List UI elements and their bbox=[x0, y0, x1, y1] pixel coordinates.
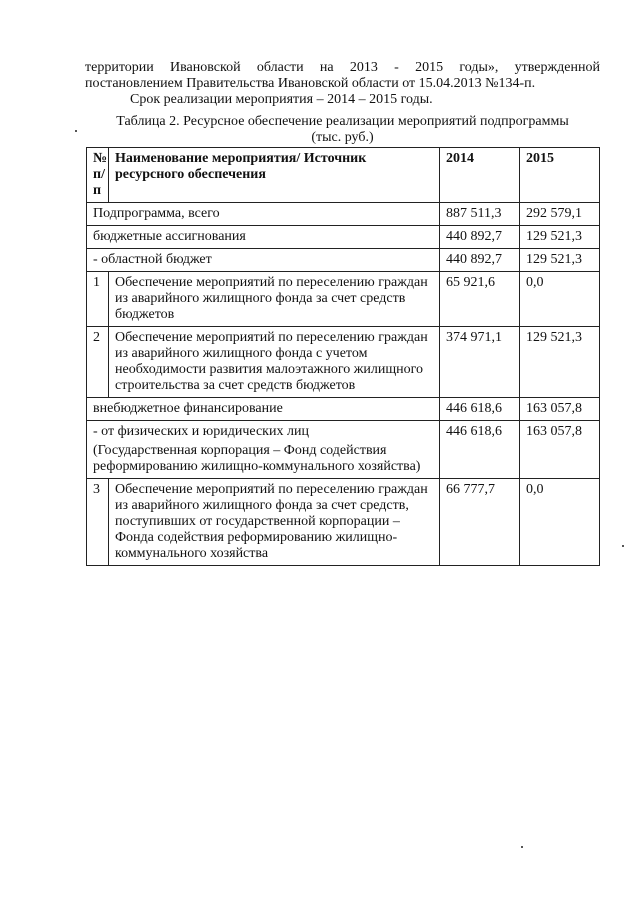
table-row bbox=[87, 398, 600, 421]
row-2014: 65 921,6 bbox=[440, 272, 520, 327]
table-row bbox=[87, 272, 600, 327]
row-2015: 163 057,8 bbox=[520, 398, 600, 421]
table-units: (тыс. руб.) bbox=[311, 130, 374, 145]
row-label: внебюджетное финансирование bbox=[87, 398, 440, 421]
scan-speck bbox=[75, 130, 77, 132]
resource-table bbox=[86, 147, 600, 566]
row-label: Подпрограмма, всего bbox=[87, 203, 440, 226]
scan-speck bbox=[622, 545, 624, 547]
row-2014: 446 618,6 bbox=[440, 421, 520, 479]
row-label: бюджетные ассигнования bbox=[87, 226, 440, 249]
row-2015: 292 579,1 bbox=[520, 203, 600, 226]
row-2015: 0,0 bbox=[520, 479, 600, 566]
row-num: 3 bbox=[87, 479, 109, 566]
row-2014: 440 892,7 bbox=[440, 226, 520, 249]
row-2014: 374 971,1 bbox=[440, 327, 520, 398]
table-row bbox=[87, 249, 600, 272]
table-header-row bbox=[87, 148, 600, 203]
row-label: - от физических и юридических лиц bbox=[93, 424, 309, 439]
table-title: Таблица 2. Ресурсное обеспечение реализации мероприятий подпрограммы bbox=[116, 114, 569, 129]
row-2015: 163 057,8 bbox=[520, 421, 600, 479]
row-label: Обеспечение мероприятий по переселению граждан из аварийного жилищного фонда с учетом необходимости развития малоэтажного жилищного строительства за счет средств бюджетов bbox=[109, 327, 440, 398]
header-name: Наименование мероприятия/ Источник ресурсного обеспечения bbox=[109, 148, 440, 203]
row-label-cell bbox=[87, 421, 440, 479]
table-row bbox=[87, 327, 600, 398]
row-label: Обеспечение мероприятий по переселению граждан из аварийного жилищного фонда за счет средств, поступивших от государственной корпорации – Фонда содействия реформированию жилищно-коммунального хозяйства bbox=[109, 479, 440, 566]
row-2015: 129 521,3 bbox=[520, 327, 600, 398]
row-label: Обеспечение мероприятий по переселению граждан из аварийного жилищного фонда за счет средств бюджетов bbox=[109, 272, 440, 327]
row-2015: 0,0 bbox=[520, 272, 600, 327]
row-label: - областной бюджет bbox=[87, 249, 440, 272]
table-row bbox=[87, 421, 600, 479]
header-2014: 2014 bbox=[440, 148, 520, 203]
row-2015: 129 521,3 bbox=[520, 249, 600, 272]
row-num: 1 bbox=[87, 272, 109, 327]
intro-line-1: территории Ивановской области на 2013 - 2015 годы», утвержденной bbox=[85, 60, 600, 75]
table-row bbox=[87, 203, 600, 226]
table-row bbox=[87, 479, 600, 566]
table-caption bbox=[85, 114, 600, 146]
row-2014: 887 511,3 bbox=[440, 203, 520, 226]
scan-speck bbox=[521, 846, 523, 848]
table-row bbox=[87, 226, 600, 249]
row-num: 2 bbox=[87, 327, 109, 398]
header-2015: 2015 bbox=[520, 148, 600, 203]
row-2014: 446 618,6 bbox=[440, 398, 520, 421]
row-2014: 440 892,7 bbox=[440, 249, 520, 272]
header-num: № п/п bbox=[87, 148, 109, 203]
implementation-term: Срок реализации мероприятия – 2014 – 2015 годы. bbox=[130, 92, 433, 107]
row-2015: 129 521,3 bbox=[520, 226, 600, 249]
intro-line-2: постановлением Правительства Ивановской области от 15.04.2013 №134-п. bbox=[85, 76, 536, 91]
intro-text bbox=[85, 60, 600, 108]
row-note: (Государственная корпорация – Фонд содействия реформированию жилищно-коммунального хозяйства) bbox=[93, 443, 421, 474]
row-2014: 66 777,7 bbox=[440, 479, 520, 566]
